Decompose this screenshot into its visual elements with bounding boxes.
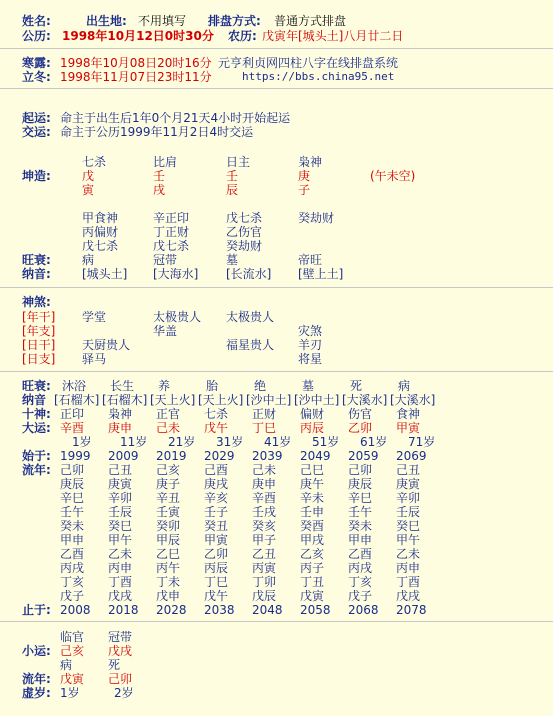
dayun-liunian-label: 流年:	[22, 463, 51, 477]
jiaoyun-value: 命主于公历1999年11月2日4时交运	[60, 125, 254, 139]
lunar-value: 戊寅年[城头土]八月廿二日	[262, 29, 404, 43]
dayun-start-year: 2009	[108, 449, 139, 463]
dayun-end-year: 2028	[156, 603, 187, 617]
dayun-start-year: 1999	[60, 449, 91, 463]
dayun-pillar: 甲寅	[396, 421, 421, 435]
dayun-age: 61岁	[360, 435, 388, 449]
liunian-cell: 癸未	[348, 519, 373, 533]
liunian-cell: 癸酉	[300, 519, 325, 533]
dayun-end-year: 2018	[108, 603, 139, 617]
liunian-cell: 乙卯	[204, 547, 229, 561]
liunian-cell: 甲戌	[300, 533, 325, 547]
divider	[0, 287, 553, 288]
hidden-stem: 癸劫财	[298, 211, 335, 225]
solar-label: 公历:	[22, 29, 51, 43]
liunian-cell: 壬辰	[108, 505, 133, 519]
liunian-cell: 庚辰	[348, 477, 373, 491]
liunian-cell: 辛巳	[348, 491, 373, 505]
xusui-label: 虚岁:	[22, 686, 51, 700]
liunian-cell: 壬申	[300, 505, 325, 519]
liunian-cell: 壬子	[204, 505, 229, 519]
method-label: 排盘方式:	[208, 14, 261, 28]
birthplace-label: 出生地:	[86, 14, 127, 28]
liunian-cell: 戊子	[348, 589, 373, 603]
hidden-stem: 乙伤官	[226, 225, 263, 239]
dayun-pillar: 丁巳	[252, 421, 277, 435]
shensha-item: 太极贵人	[153, 310, 202, 324]
site-url[interactable]: https://bbs.china95.net	[242, 70, 395, 83]
dayun-age: 11岁	[120, 435, 148, 449]
dayun-nayin: [石榴木]	[54, 393, 100, 407]
dayun-shishen: 枭神	[108, 407, 133, 421]
dayun-pillar: 戊午	[204, 421, 229, 435]
branch-hour: 子	[298, 183, 311, 197]
liunian-cell: 癸亥	[252, 519, 277, 533]
dayun-age: 71岁	[408, 435, 436, 449]
dayun-age: 1岁	[72, 435, 92, 449]
branch-day: 辰	[226, 183, 239, 197]
wangshuai-month: 冠带	[153, 253, 178, 267]
dayun-shishen: 正财	[252, 407, 277, 421]
liunian-cell: 丁丑	[300, 575, 325, 589]
liunian-cell: 辛丑	[156, 491, 181, 505]
nayin-year: [城头土]	[82, 267, 128, 281]
dayun-wangshuai-label: 旺衰:	[22, 379, 51, 393]
xiaoyun-top: 冠带	[108, 630, 133, 644]
shensha-item: 羊刃	[298, 338, 323, 352]
stem-hour: 庚	[298, 169, 311, 183]
liunian-cell: 乙巳	[156, 547, 181, 561]
liunian-cell: 己丑	[108, 463, 133, 477]
liunian-cell: 壬戌	[252, 505, 277, 519]
shensha-row-label: [年干]	[22, 310, 56, 324]
lidong-value: 1998年11月07日23时11分	[60, 70, 212, 84]
wangshuai-label: 旺衰:	[22, 253, 51, 267]
lunar-label: 农历:	[228, 29, 257, 43]
dayun-nayin: [沙中土]	[246, 393, 292, 407]
liunian-cell: 丁亥	[348, 575, 373, 589]
kunzao-label: 坤造:	[22, 169, 51, 183]
liunian-cell: 庚午	[300, 477, 325, 491]
liunian-cell: 戊戌	[108, 589, 133, 603]
xiaoyun-bottom: 病	[60, 658, 73, 672]
xiaoyun-top: 临官	[60, 630, 85, 644]
site-name: 元亨利贞网四柱八字在线排盘系统	[218, 56, 399, 70]
liunian-cell: 己卯	[60, 463, 85, 477]
stem-month: 壬	[153, 169, 166, 183]
dayun-shishen: 七杀	[204, 407, 229, 421]
stem-year: 戊	[82, 169, 95, 183]
shensha-row-label: [日干]	[22, 338, 56, 352]
liunian-cell: 辛卯	[108, 491, 133, 505]
liunian-cell: 辛卯	[396, 491, 421, 505]
liunian-cell: 乙酉	[348, 547, 373, 561]
shensha-item: 将星	[298, 352, 323, 366]
dayun-wangshuai: 绝	[254, 379, 267, 393]
liunian-cell: 戊午	[204, 589, 229, 603]
xiaoyun-value: 己亥	[60, 644, 85, 658]
liunian-cell: 辛未	[300, 491, 325, 505]
hidden-stem: 辛正印	[153, 211, 190, 225]
dayun-age: 41岁	[264, 435, 292, 449]
tengod-hour: 枭神	[298, 155, 323, 169]
liunian-cell: 癸巳	[396, 519, 421, 533]
xusui-value: 1岁	[60, 686, 80, 700]
liunian-cell: 己丑	[396, 463, 421, 477]
liunian-cell: 丙寅	[252, 561, 277, 575]
dayun-start-year: 2059	[348, 449, 379, 463]
shensha-item: 福星贵人	[226, 338, 275, 352]
dayun-label: 大运:	[22, 421, 51, 435]
dayun-nayin-label: 纳音	[22, 393, 47, 407]
dayun-wangshuai: 死	[350, 379, 363, 393]
hidden-stem: 戊七杀	[226, 211, 263, 225]
liunian-cell: 庚寅	[108, 477, 133, 491]
branch-month: 戌	[153, 183, 166, 197]
dayun-pillar: 庚申	[108, 421, 133, 435]
liunian-cell: 戊辰	[252, 589, 277, 603]
jiaoyun-label: 交运:	[22, 125, 51, 139]
liunian-cell: 甲辰	[156, 533, 181, 547]
dayun-shishen: 偏财	[300, 407, 325, 421]
dayun-start-year: 2029	[204, 449, 235, 463]
xusui-value: 2岁	[114, 686, 134, 700]
liunian-cell: 戊戌	[396, 589, 421, 603]
liunian-cell: 丙午	[156, 561, 181, 575]
dayun-nayin: [石榴木]	[102, 393, 148, 407]
liunian-cell: 辛酉	[252, 491, 277, 505]
wangshuai-year: 病	[82, 253, 95, 267]
liunian-cell: 丁未	[156, 575, 181, 589]
liunian-cell: 乙未	[396, 547, 421, 561]
hidden-stem: 丙偏财	[82, 225, 119, 239]
nayin-hour: [壁上土]	[298, 267, 344, 281]
liunian-cell: 乙丑	[252, 547, 277, 561]
dayun-shiyu-label: 始于:	[22, 449, 51, 463]
hidden-stem: 戊七杀	[82, 239, 119, 253]
xiaoyun-liunian: 戊寅	[60, 672, 85, 686]
liunian-cell: 庚辰	[60, 477, 85, 491]
liunian-cell: 己亥	[156, 463, 181, 477]
liunian-cell: 乙亥	[300, 547, 325, 561]
divider	[0, 621, 553, 622]
liunian-cell: 己酉	[204, 463, 229, 477]
dayun-age: 31岁	[216, 435, 244, 449]
liunian-cell: 丙子	[300, 561, 325, 575]
dayun-wangshuai: 墓	[302, 379, 315, 393]
shensha-item: 学堂	[82, 310, 107, 324]
wangshuai-hour: 帝旺	[298, 253, 323, 267]
liunian-cell: 丙戌	[348, 561, 373, 575]
dayun-end-year: 2078	[396, 603, 427, 617]
kongwang: (午未空)	[370, 169, 416, 183]
dayun-pillar: 己未	[156, 421, 181, 435]
tengod-month: 比肩	[153, 155, 178, 169]
dayun-shishen: 伤官	[348, 407, 373, 421]
dayun-shishen: 正印	[60, 407, 85, 421]
dayun-pillar: 辛酉	[60, 421, 85, 435]
qiyun-value: 命主于出生后1年0个月21天4小时开始起运	[60, 111, 291, 125]
shensha-item: 灾煞	[298, 324, 323, 338]
xiaoyun-label: 小运:	[22, 644, 51, 658]
liunian-cell: 己卯	[348, 463, 373, 477]
hidden-stem: 甲食神	[82, 211, 119, 225]
dayun-shishen: 食神	[396, 407, 421, 421]
liunian-cell: 丁卯	[252, 575, 277, 589]
nayin-day: [长流水]	[226, 267, 272, 281]
xiaoyun-liunian-label: 流年:	[22, 672, 51, 686]
solar-value: 1998年10月12日0时30分	[62, 29, 214, 43]
liunian-cell: 庚子	[156, 477, 181, 491]
liunian-cell: 丁酉	[108, 575, 133, 589]
tengod-year: 七杀	[82, 155, 107, 169]
dayun-nayin: [大溪水]	[342, 393, 388, 407]
liunian-cell: 癸未	[60, 519, 85, 533]
liunian-cell: 庚申	[252, 477, 277, 491]
liunian-cell: 癸卯	[156, 519, 181, 533]
dayun-wangshuai: 养	[158, 379, 171, 393]
name-label: 姓名:	[22, 14, 51, 28]
dayun-pillar: 丙辰	[300, 421, 325, 435]
dayun-nayin: [天上火]	[198, 393, 244, 407]
xiaoyun-bottom: 死	[108, 658, 121, 672]
dayun-end-year: 2058	[300, 603, 331, 617]
dayun-start-year: 2049	[300, 449, 331, 463]
liunian-cell: 壬午	[60, 505, 85, 519]
birthplace-value: 不用填写	[138, 14, 187, 28]
liunian-cell: 甲午	[396, 533, 421, 547]
liunian-cell: 壬辰	[396, 505, 421, 519]
liunian-cell: 壬午	[348, 505, 373, 519]
tengod-day: 日主	[226, 155, 251, 169]
shensha-item: 驿马	[82, 352, 107, 366]
liunian-cell: 戊寅	[300, 589, 325, 603]
nayin-label: 纳音:	[22, 267, 51, 281]
liunian-cell: 甲申	[348, 533, 373, 547]
hidden-stem: 戊七杀	[153, 239, 190, 253]
liunian-cell: 己未	[252, 463, 277, 477]
dayun-end-year: 2048	[252, 603, 283, 617]
dayun-zhiyu-label: 止于:	[22, 603, 51, 617]
dayun-shishen: 正官	[156, 407, 181, 421]
liunian-cell: 甲申	[60, 533, 85, 547]
shensha-row-label: [日支]	[22, 352, 56, 366]
dayun-age: 51岁	[312, 435, 340, 449]
liunian-cell: 丙申	[108, 561, 133, 575]
dayun-shishen-label: 十神:	[22, 407, 51, 421]
hanlu-value: 1998年10月08日20时16分	[60, 56, 212, 70]
dayun-nayin: [大溪水]	[390, 393, 436, 407]
liunian-cell: 丙申	[396, 561, 421, 575]
dayun-pillar: 乙卯	[348, 421, 373, 435]
liunian-cell: 甲午	[108, 533, 133, 547]
method-value: 普通方式排盘	[274, 14, 347, 28]
liunian-cell: 庚戌	[204, 477, 229, 491]
dayun-wangshuai: 沐浴	[62, 379, 87, 393]
shensha-item: 天厨贵人	[82, 338, 131, 352]
xiaoyun-value: 戊戌	[108, 644, 133, 658]
liunian-cell: 戊子	[60, 589, 85, 603]
liunian-cell: 壬寅	[156, 505, 181, 519]
dayun-end-year: 2038	[204, 603, 235, 617]
liunian-cell: 乙酉	[60, 547, 85, 561]
liunian-cell: 丁巳	[204, 575, 229, 589]
dayun-wangshuai: 胎	[206, 379, 219, 393]
shensha-item: 太极贵人	[226, 310, 275, 324]
liunian-cell: 甲子	[252, 533, 277, 547]
dayun-end-year: 2068	[348, 603, 379, 617]
liunian-cell: 辛亥	[204, 491, 229, 505]
liunian-cell: 戊申	[156, 589, 181, 603]
shensha-label: 神煞:	[22, 295, 51, 309]
divider	[0, 48, 553, 49]
liunian-cell: 甲寅	[204, 533, 229, 547]
liunian-cell: 辛巳	[60, 491, 85, 505]
liunian-cell: 丁酉	[396, 575, 421, 589]
nayin-month: [大海水]	[153, 267, 199, 281]
dayun-age: 21岁	[168, 435, 196, 449]
xiaoyun-liunian: 己卯	[108, 672, 133, 686]
stem-day: 壬	[226, 169, 239, 183]
hanlu-label: 寒露:	[22, 56, 51, 70]
dayun-nayin: [天上火]	[150, 393, 196, 407]
qiyun-label: 起运:	[22, 111, 51, 125]
dayun-start-year: 2039	[252, 449, 283, 463]
dayun-end-year: 2008	[60, 603, 91, 617]
hidden-stem: 癸劫财	[226, 239, 263, 253]
branch-year: 寅	[82, 183, 95, 197]
shensha-row-label: [年支]	[22, 324, 56, 338]
liunian-cell: 癸巳	[108, 519, 133, 533]
hidden-stem: 丁正财	[153, 225, 190, 239]
liunian-cell: 乙未	[108, 547, 133, 561]
divider	[0, 371, 553, 372]
wangshuai-day: 墓	[226, 253, 239, 267]
dayun-nayin: [沙中土]	[294, 393, 340, 407]
liunian-cell: 己巳	[300, 463, 325, 477]
dayun-wangshuai: 病	[398, 379, 411, 393]
dayun-wangshuai: 长生	[110, 379, 135, 393]
liunian-cell: 庚寅	[396, 477, 421, 491]
lidong-label: 立冬:	[22, 70, 51, 84]
dayun-start-year: 2019	[156, 449, 187, 463]
liunian-cell: 丁亥	[60, 575, 85, 589]
shensha-item: 华盖	[153, 324, 178, 338]
liunian-cell: 癸丑	[204, 519, 229, 533]
dayun-start-year: 2069	[396, 449, 427, 463]
liunian-cell: 丙戌	[60, 561, 85, 575]
liunian-cell: 丙辰	[204, 561, 229, 575]
divider	[0, 88, 553, 89]
